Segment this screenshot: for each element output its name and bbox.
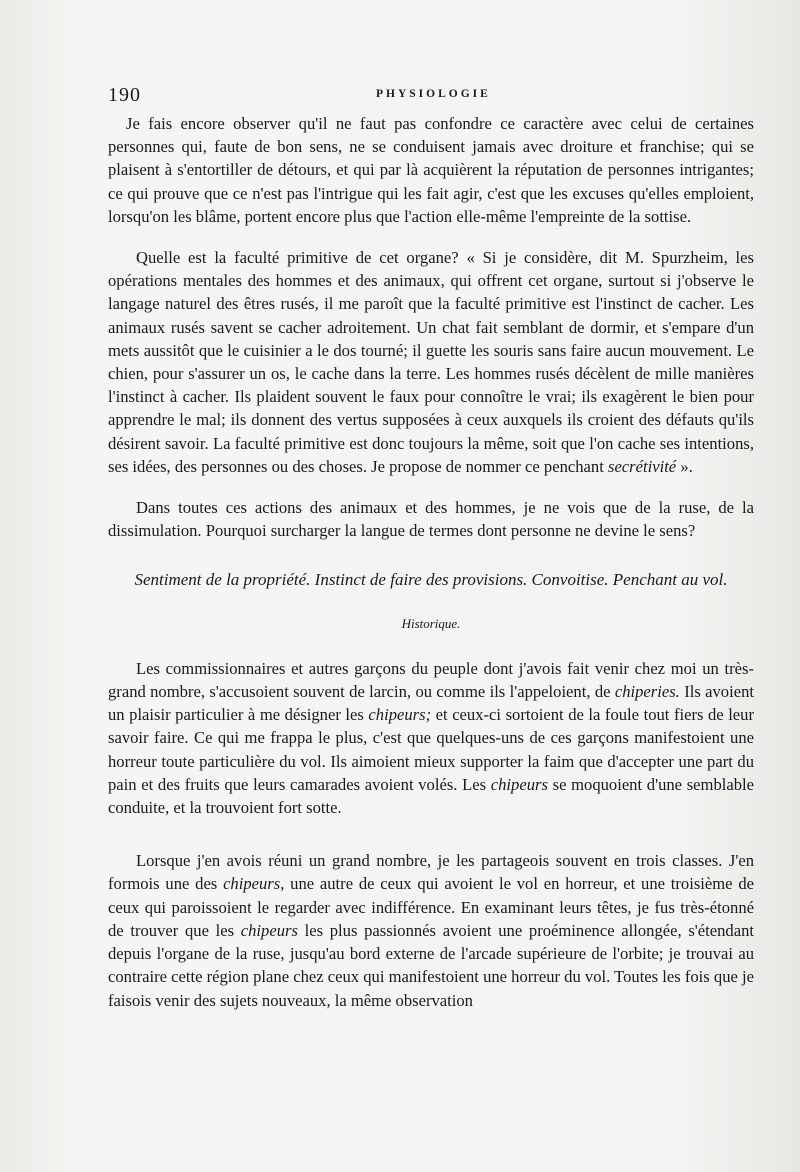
p4-text-g: se moquoient d'une semblable conduite, et la trouvoient fort sotte. bbox=[108, 774, 754, 818]
p4-term-chipeurs-1: chipeurs; bbox=[368, 705, 432, 725]
paragraph-3: Dans toutes ces actions des animaux et des hommes, je ne vois que de la ruse, de la dissimulation. Pourquoi surcharger la langue de termes dont personne ne devine le sens? bbox=[108, 498, 754, 541]
paragraph-2-end: ». bbox=[676, 456, 693, 476]
p4-term-chipeurs-2: chipeurs bbox=[490, 774, 548, 794]
page-number: 190 bbox=[108, 84, 141, 106]
p4-term-chiperies: chiperies. bbox=[614, 682, 680, 702]
p5-term-chipeurs-1: chipeurs bbox=[223, 874, 281, 894]
page-header bbox=[108, 84, 752, 110]
paragraph-2 bbox=[108, 246, 754, 478]
p5-text-e: les plus passionnés avoient une proéminence allongée, s'étendant depuis l'organe de la ruse, jusqu'au bord externe de l'arcade supérieure de l'orbite; je trouvai au contraire cette région plane chez ceux qui manifestoient une horreur du vol. Toutes les fois que je faisois venir des sujets nouveaux, la même observation bbox=[108, 920, 754, 1010]
p5-text-c: , une autre de ceux qui avoient le vol en horreur, et une troisième de ceux qui paroissoient le regarder avec indifférence. En examinant leurs têtes, je fus très-étonné de trouver que les bbox=[108, 874, 754, 940]
paragraph-4 bbox=[108, 657, 754, 819]
running-head: PHYSIOLOGIE bbox=[376, 88, 491, 100]
p5-text-a: Lorsque j'en avois réuni un grand nombre, je les partageois souvent en trois classes. J'en formois une des bbox=[108, 851, 754, 894]
p4-text-c: Ils avoient un plaisir particulier à me désigner les bbox=[108, 682, 754, 725]
section-title: Sentiment de la propriété. Instinct de faire des provisions. Convoitise. Penchant au vol. bbox=[134, 570, 728, 590]
p5-term-chipeurs-2: chipeurs bbox=[240, 920, 298, 940]
p4-text-e: et ceux-ci sortoient de la foule tout fiers de leur savoir faire. Ce qui me frappa le plus, c'est que quelques-uns de ces garçons manifestoient une horreur toute particulière du vol. Ils aimoient mieux supporter la faim que d'accepter une part du pain et des fruits que leurs camarades avoient volés. Les bbox=[108, 705, 754, 794]
paragraph-2-main: Quelle est la faculté primitive de cet organe? « Si je considère, dit M. Spurzheim, les opérations mentales des hommes et des animaux, qui offrent cet organe, surtout si j'observe le langage naturel des êtres rusés, il me paroît que la faculté primitive est l'instinct de cacher. Les animaux rusés savent se cacher adroitement. Un chat fait semblant de dormir, et s'empare d'un mets aussitôt que le cuisinier a le dos tourné; il guette les souris sans faire aucun mouvement. Le chien, pour s'assurer un os, le cache dans la terre. Les hommes rusés décèlent de mille manières l'instinct à cacher. Ils plaident souvent le faux pour connoître le vrai; ils exagèrent le bien pour apprendre le mal; ils donnent des vertus supposées à ceux auxquels ils croient des défauts qu'ils désirent savoir. La faculté primitive est donc toujours la même, soit que l'on cache ses intentions, ses idées, des personnes ou des choses. Je propose de nommer ce penchant bbox=[108, 248, 754, 476]
p4-text-a: Les commissionnaires et autres garçons du peuple dont j'avois fait venir chez moi un très-grand nombre, s'accusoient souvent de larcin, ou comme ils l'appeloient, de bbox=[108, 658, 754, 702]
section-subtitle: Historique. bbox=[401, 615, 461, 631]
paragraph-5 bbox=[108, 849, 754, 1011]
paragraph-1: Je fais encore observer qu'il ne faut pas confondre ce caractère avec celui de certaines personnes qui, faute de bon sens, ne se conduisent jamais avec droiture et franchise; qui se plaisent à s'entortiller de détours, et qui par là acquièrent la réputation de personnes intrigantes; ce qui prouve que ce n'est pas l'intrigue qui les fait agir, c'est que les excuses qu'elles emploient, lorsqu'on les blâme, portent encore plus que l'action elle-même l'empreinte de la sottise. bbox=[108, 114, 754, 226]
body-text bbox=[108, 112, 754, 1030]
term-secretivite: secrétivité bbox=[607, 456, 677, 476]
